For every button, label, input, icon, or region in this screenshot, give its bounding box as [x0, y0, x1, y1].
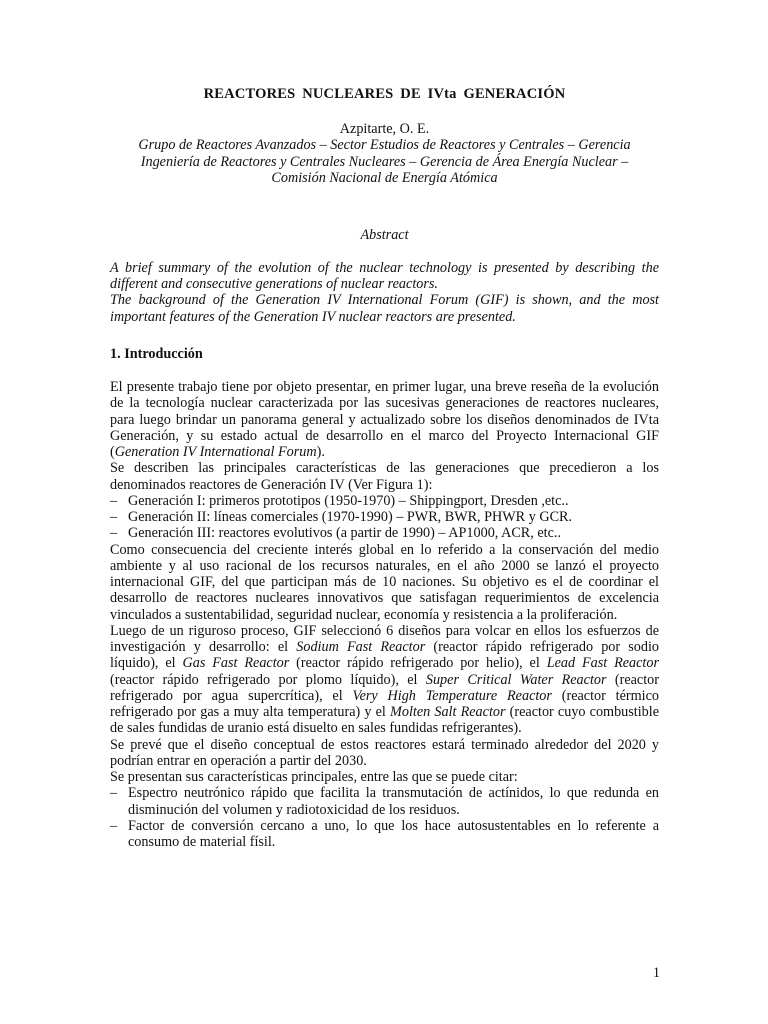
body-paragraph: Se prevé que el diseño conceptual de estos reactores estará terminado alrededor del 2020 y podrían entrar en operación a partir del 2030.: [110, 736, 659, 769]
paper-title: REACTORES NUCLEARES DE IVta GENERACIÓN: [203, 86, 566, 102]
italic-text-run: Sodium Fast Reactor: [296, 639, 426, 655]
italic-text-run: Very High Temperature Reactor: [352, 687, 552, 704]
italic-text-run: Lead Fast Reactor: [546, 655, 659, 672]
list-item: [110, 493, 659, 509]
text-run: (reactor rápido refrigerado por helio), el: [289, 655, 547, 672]
list-dash: –: [110, 492, 118, 509]
abstract-paragraph: The background of the Generation IV International Forum (GIF) is shown, and the most important features of the Generation IV nuclear reactors are presented.: [110, 292, 659, 325]
italic-text-run: Super Critical Water Reactor: [425, 671, 607, 688]
body-paragraph: Se presentan sus características principales, entre las que se puede citar:: [110, 769, 518, 785]
list-item: [110, 818, 659, 851]
text-run: (reactor térmico refrigerado por gas a muy alta temperatura) y el: [110, 687, 659, 720]
list-item: [110, 509, 659, 525]
list-dash: –: [110, 785, 118, 802]
list-dash: –: [110, 525, 118, 542]
italic-text-run: Gas Fast Reactor: [182, 655, 290, 672]
page-number: 1: [652, 965, 660, 981]
list-item-text: Generación III: reactores evolutivos (a partir de 1990) – AP1000, ACR, etc..: [128, 525, 561, 542]
abstract-paragraph: A brief summary of the evolution of the nuclear technology is presented by describing the different and consecutive generations of nuclear reactors.: [110, 260, 659, 293]
list-dash: –: [110, 509, 118, 525]
body-paragraph: [110, 379, 659, 460]
list-item-text: Generación I: primeros prototipos (1950-1970) – Shippingport, Dresden ,etc..: [128, 492, 569, 509]
section-body: [110, 379, 659, 850]
abstract-text: [110, 260, 659, 325]
list-item: [110, 525, 659, 541]
italic-text-run: Generation IV International Forum: [114, 444, 317, 460]
body-paragraph: Se describen las principales características de las generaciones que precedieron a los denominados reactores de Generación IV (Ver Figura 1):: [110, 460, 659, 493]
list-item: [110, 785, 659, 818]
author-affiliation: [110, 137, 659, 187]
affiliation-line: Grupo de Reactores Avanzados – Sector Estudios de Reactores y Centrales – Gerencia: [138, 137, 631, 153]
section-heading: 1. Introducción: [110, 346, 203, 362]
text-run: (reactor rápido refrigerado por plomo líquido), el: [110, 671, 426, 688]
author-name: Azpitarte, O. E.: [339, 121, 430, 137]
text-run: (reactor refrigerado por agua supercrítica), el: [110, 671, 659, 704]
list-item-text: Factor de conversión cercano a uno, lo que los hace autosustentables en lo referente a consumo de material físil.: [128, 817, 659, 850]
affiliation-line: Ingeniería de Reactores y Centrales Nucleares – Gerencia de Área Energía Nuclear –: [140, 153, 629, 170]
list-dash: –: [110, 817, 118, 834]
italic-text-run: Molten Salt Reactor: [390, 704, 506, 720]
text-run: (reactor cuyo combustible de sales fundidas de uranio está disuelto en sales fundidas refrigerantes).: [110, 704, 660, 737]
list-item-text: Generación II: líneas comerciales (1970-1990) – PWR, BWR, PHWR y GCR.: [128, 509, 573, 525]
text-run: ).: [316, 444, 325, 460]
abstract-heading: Abstract: [360, 227, 409, 243]
text-run: (reactor rápido refrigerado por sodio líquido), el: [110, 639, 660, 672]
list-item-text: Espectro neutrónico rápido que facilita la transmutación de actínidos, lo que redunda en disminución del volumen y radiotoxicidad de los residuos.: [128, 785, 659, 818]
text-run: El presente trabajo tiene por objeto presentar, en primer lugar, una breve reseña de la evolución de la tecnología nuclear caracterizada por las sucesivas generaciones de reactores nucleares, para luego brindar un panorama general y actualizado sobre los diseños denominados de IVta Generación, y su estado actual de desarrollo en el marco del Proyecto Internacional GIF (: [110, 379, 659, 460]
body-paragraph: [110, 623, 659, 737]
body-paragraph: Como consecuencia del creciente interés global en lo referido a la conservación del medio ambiente y al uso racional de los recursos naturales, en el año 2000 se lanzó el proyecto internacional GIF, del que participan más de 10 naciones. Su objetivo es el de coordinar el desarrollo de reactores nucleares innovativos que satisfagan requerimientos de excelencia vinculados a sustentabilidad, seguridad nuclear, economía y resistencia a la proliferación.: [110, 541, 659, 623]
text-run: Luego de un riguroso proceso, GIF seleccionó 6 diseños para volcar en ellos los esfuerzos de investigación y desarrollo: el: [110, 622, 659, 655]
affiliation-line: Comisión Nacional de Energía Atómica: [271, 170, 498, 186]
